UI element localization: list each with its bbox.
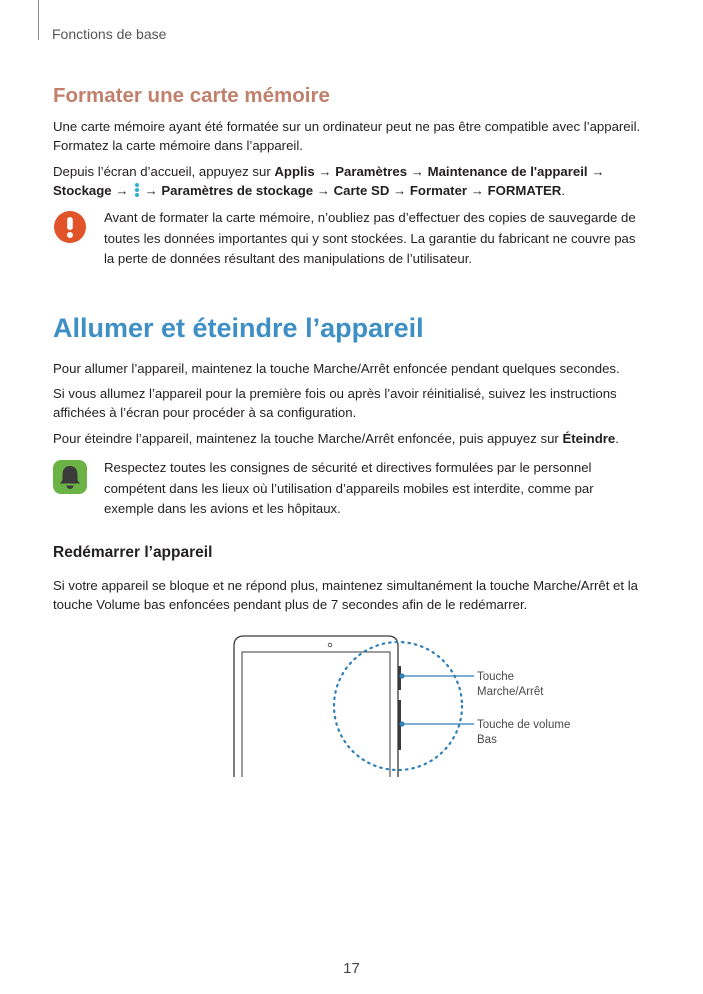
volume-key-label — [477, 718, 570, 747]
page-number: 17 — [343, 960, 360, 977]
path-prefix: Depuis l’écran d’accueil, appuyez sur — [53, 164, 275, 179]
power-section-title: Allumer et éteindre l’appareil — [53, 313, 424, 343]
path-step: Maintenance de l'appareil — [427, 164, 588, 179]
power-key-label — [477, 670, 543, 699]
more-options-icon — [132, 182, 142, 198]
power-off-text — [53, 429, 653, 448]
period: . — [615, 431, 619, 446]
path-step: Applis — [274, 164, 315, 179]
path-step: Stockage — [53, 183, 112, 198]
path-step: FORMATER — [487, 183, 562, 198]
restart-section-title: Redémarrer l’appareil — [53, 544, 213, 561]
arrow: → — [316, 183, 330, 198]
arrow: → — [591, 164, 605, 179]
arrow: → — [318, 164, 332, 179]
arrow: → — [393, 183, 407, 198]
power-on-text: Pour allumer l’appareil, maintenez la touche Marche/Arrêt enfoncée pendant quelques secondes. — [53, 361, 620, 376]
first-start-text: Si vous allumez l’appareil pour la première fois ou après l’avoir réinitialisé, suivez les instructions affichées à l’écran pour procéder à sa configuration. — [53, 386, 617, 420]
arrow: → — [115, 183, 129, 198]
label-line: Bas — [477, 733, 497, 746]
label-line: Marche/Arrêt — [477, 685, 544, 698]
restart-text: Si votre appareil se bloque et ne répond plus, maintenez simultanément la touche Marche/Arrêt et la touche Volume bas enfoncées pendant plus de 7 secondes afin de le redémarrer. — [53, 578, 638, 612]
notice-note — [53, 458, 653, 522]
path-step: Formater — [409, 183, 468, 198]
caution-note — [53, 208, 653, 272]
arrow: → — [470, 183, 484, 198]
caution-icon — [53, 210, 87, 244]
period: . — [561, 183, 565, 198]
path-step: Carte SD — [333, 183, 390, 198]
arrow: → — [410, 164, 424, 179]
header-section-name: Fonctions de base — [52, 26, 167, 42]
path-step: Paramètres de stockage — [161, 183, 314, 198]
format-intro: Une carte mémoire ayant été formatée sur un ordinateur peut ne pas être compatible avec l’appareil. Formatez la carte mémoire dans l’appareil. — [53, 119, 641, 153]
power-off-prefix: Pour éteindre l’appareil, maintenez la touche Marche/Arrêt enfoncée, puis appuyez sur — [53, 431, 563, 446]
notice-text: Respectez toutes les consignes de sécurité et directives formulées par le personnel compétent dans les lieux où l’utilisation d’appareils mobiles est interdite, comme par exemple dans les avions et les hôpitaux. — [104, 460, 594, 516]
power-off-option: Éteindre — [562, 431, 616, 446]
label-line: Touche de volume — [477, 719, 571, 731]
bell-icon — [53, 460, 87, 494]
format-section-title: Formater une carte mémoire — [53, 84, 330, 107]
caution-text: Avant de formater la carte mémoire, n’oubliez pas d’effectuer des copies de sauvegarde de toutes les données importantes qui y sont stockées. La garantie du fabricant ne couvre pas la perte de données résultant des manipulations de l’utilisateur. — [104, 210, 636, 266]
header-rule — [38, 0, 39, 40]
format-path — [53, 162, 653, 200]
path-step: Paramètres — [335, 164, 408, 179]
label-line: Touche — [477, 671, 515, 683]
arrow: → — [144, 183, 158, 198]
device-illustration — [230, 632, 530, 777]
